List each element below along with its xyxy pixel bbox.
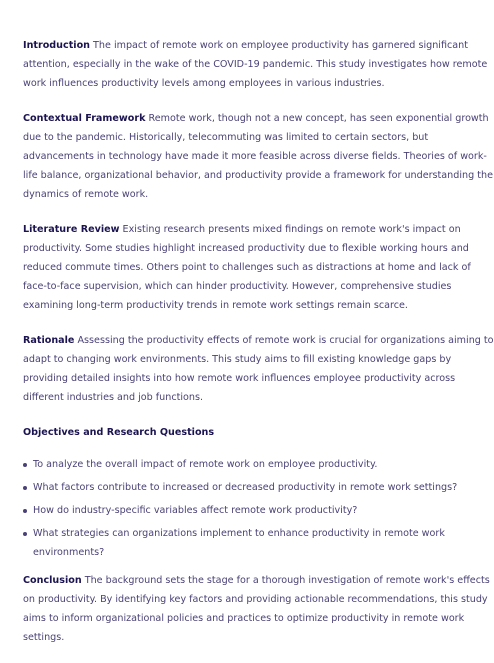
- introduction-heading: Introduction: [23, 40, 90, 51]
- paragraph-line: The background sets the stage for a thorough investigation of remote work's effects: [81, 575, 490, 586]
- paragraph-line: Remote work, though not a new concept, has seen exponential growth: [145, 113, 489, 124]
- paragraph-line: providing detailed insights into how remote work influences employee productivity across: [23, 373, 456, 384]
- paragraph-line: on productivity. By identifying key factors and providing actionable recommendations, this study: [23, 594, 488, 605]
- paragraph-line: productivity. Some studies highlight increased productivity due to flexible working hours and: [23, 243, 469, 254]
- paragraph-line: Assessing the productivity effects of remote work is crucial for organizations aiming to: [74, 335, 494, 346]
- paragraph-line: examining long-term productivity trends in remote work settings remain scarce.: [23, 300, 408, 311]
- paragraph-line: The impact of remote work on employee productivity has garnered significant: [90, 40, 468, 51]
- paragraph-line: adapt to changing work environments. This study aims to fill existing knowledge gaps by: [23, 354, 452, 365]
- introduction-paragraph: [23, 36, 488, 93]
- bullet-icon: [23, 486, 27, 490]
- list-item: [23, 524, 443, 562]
- paragraph-line: work influences productivity levels among employees in various industries.: [23, 78, 385, 89]
- bullet-icon: [23, 509, 27, 513]
- paragraph-line: reduced commute times. Others point to challenges such as distractions at home and lack of: [23, 262, 471, 273]
- contextual-framework-heading: Contextual Framework: [23, 113, 146, 124]
- conclusion-paragraph: [23, 571, 490, 647]
- rationale-heading: Rationale: [23, 335, 75, 346]
- literature-review-paragraph: [23, 220, 471, 315]
- list-item: [23, 478, 458, 497]
- paragraph-line: settings.: [23, 632, 65, 643]
- document-body: [23, 36, 494, 663]
- paragraph-line: different industries and job functions.: [23, 392, 204, 403]
- paragraph-line: face-to-face supervision, which can hinder productivity. However, comprehensive studies: [23, 281, 452, 292]
- list-item-text: What factors contribute to increased or decreased productivity in remote work settings?: [33, 482, 458, 493]
- paragraph-line: dynamics of remote work.: [23, 189, 149, 200]
- list-item-text: environments?: [33, 547, 105, 558]
- bullet-icon: [23, 532, 27, 536]
- list-item-text: What strategies can organizations implement to enhance productivity in remote work: [33, 528, 445, 539]
- literature-review-heading: Literature Review: [23, 224, 120, 235]
- paragraph-line: aims to inform organizational policies and practices to optimize productivity in remote work: [23, 613, 465, 624]
- list-item: [23, 501, 443, 520]
- paragraph-line: due to the pandemic. Historically, telecommuting was limited to certain sectors, but: [23, 132, 429, 143]
- paragraph-line: attention, especially in the wake of the COVID-19 pandemic. This study investigates how remote: [23, 59, 488, 70]
- objectives-heading: Objectives and Research Questions: [23, 427, 215, 438]
- conclusion-heading: Conclusion: [23, 575, 82, 586]
- list-item: [23, 455, 443, 474]
- paragraph-line: Existing research presents mixed findings on remote work's impact on: [119, 224, 461, 235]
- list-item-text: To analyze the overall impact of remote work on employee productivity.: [33, 459, 378, 470]
- list-item-text: How do industry-specific variables affect remote work productivity?: [33, 505, 358, 516]
- bullet-icon: [23, 463, 27, 467]
- paragraph-line: life balance, organizational behavior, and productivity provide a framework for understanding the: [23, 170, 493, 181]
- rationale-paragraph: [23, 331, 494, 407]
- contextual-framework-paragraph: [23, 109, 493, 204]
- objectives-list: [23, 455, 458, 562]
- paragraph-line: advancements in technology have made it more feasible across diverse fields. Theories of work-: [23, 151, 487, 162]
